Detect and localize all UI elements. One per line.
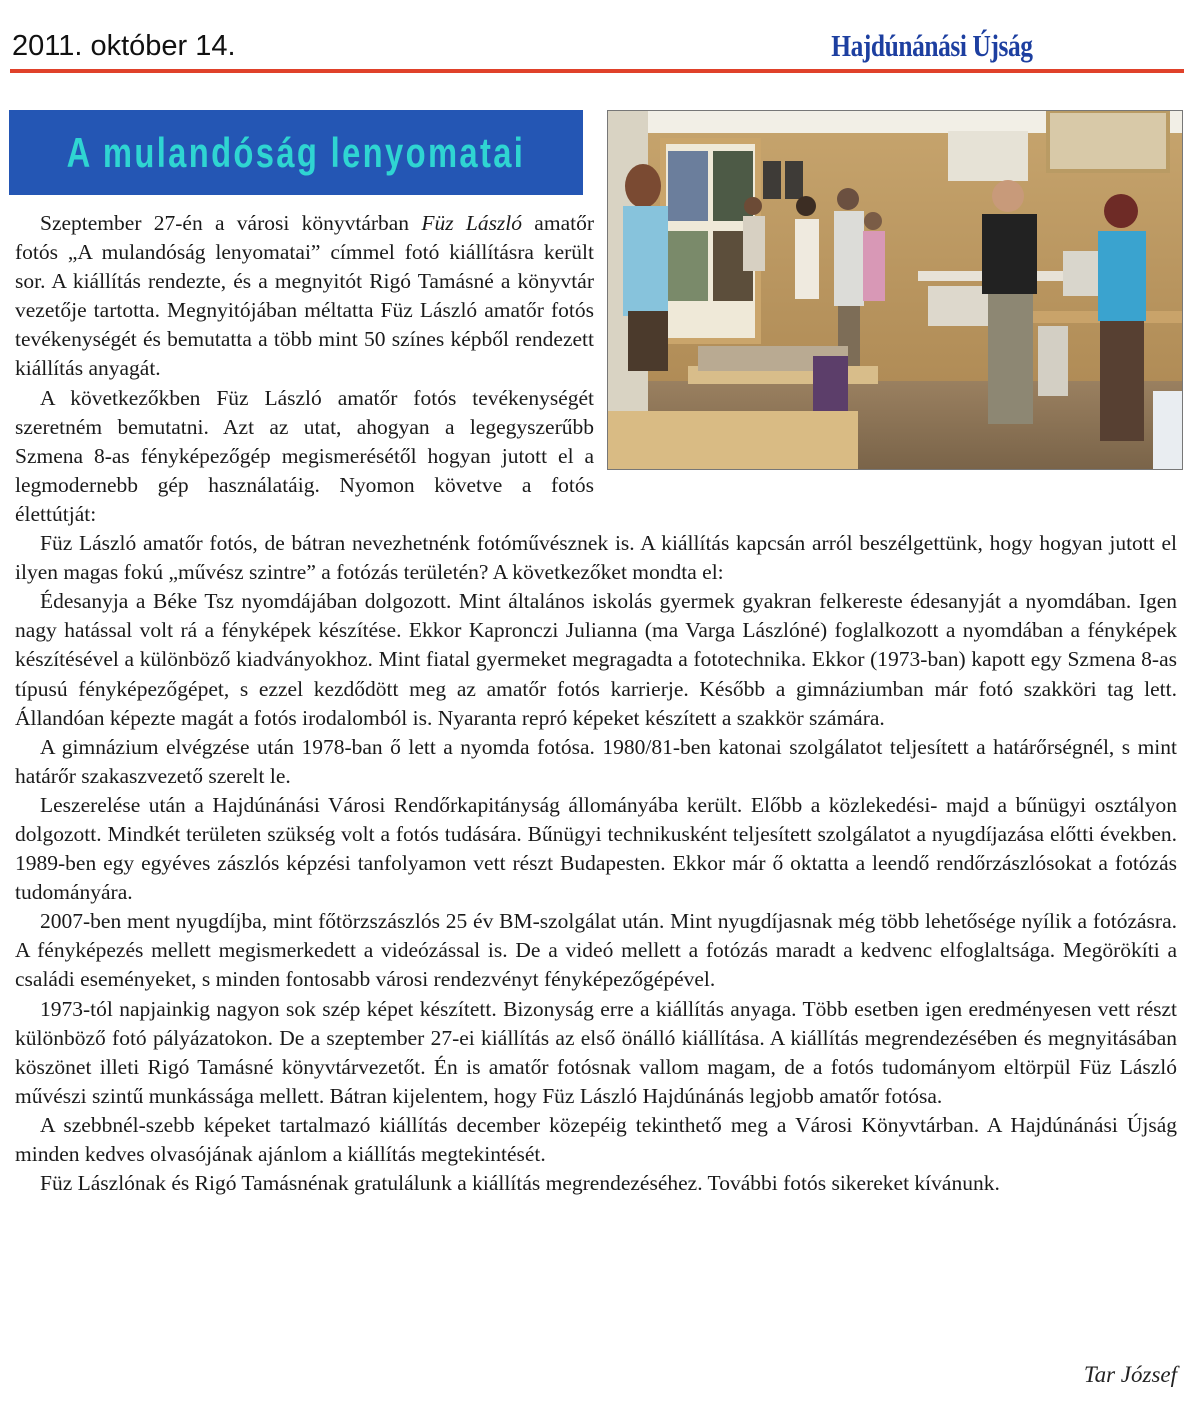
paragraph-1-start: Szeptember 27-én a városi könyvtárban — [40, 211, 422, 235]
issue-date: 2011. október 14. — [12, 30, 236, 62]
paragraph-2: A következőkben Füz László amatőr fotós tevékenységét szeretném bemutatni. Azt az utat, ahogyan a legegyszerűbb Szmena 8-as fényképezőgép megismerésétől hogyan jutott el a legmodernebb gép használatáig. Nyomon követve a fotós élettútját: — [15, 385, 594, 526]
paragraph-3: Füz László amatőr fotós, de bátran nevezhetnénk fotóművésznek is. A kiállítás kapcsán arról beszélgettünk, hogy hogyan jutott el ilyen magas fokú „művész szintre” a fotózás területén? A következőket mondta el: — [15, 531, 1177, 585]
paragraph-5: A gimnázium elvégzése után 1978-ban ő lett a nyomda fotósa. 1980/81-ben katonai szolgálatot teljesített a határőrségnél, s mint határőr szakaszvezető szerelt le. — [15, 734, 1177, 788]
author-signature: Tar József — [1083, 1362, 1177, 1387]
paragraph-9: A szebbnél-szebb képeket tartalmazó kiállítás december közepéig tekinthető meg a Városi Könyvtárban. A Hajdúnánási Újság minden kedves olvasójának ajánlom a kiállítás megtekintését. — [15, 1112, 1177, 1166]
paragraph-6: Leszerelése után a Hajdúnánási Városi Rendőrkapitányság állományába került. Előbb a közlekedési- majd a bűnügyi osztályon dolgozott. Mindkét területen szükség volt a fotós tudására. Bűnügyi technikusként teljesített szolgálatot a nyugdíjazása előtti években. 1989-ben egy egyéves zászlós képzési tanfolyamon vett részt Budapesten. Ekkor már ő oktatta a leendő rendőrzászlósokat a fotózás tudományára. — [15, 792, 1177, 905]
paragraph-1-rest: amatőr fotós „A mulandóság lenyomatai” címmel fotó kiállításra került sor. A kiállítás rendezte, és a megnyitót Rigó Tamásné a könyvtár vezetője tartotta. Megnyitójában méltatta Füz László amatőr fotós tevékenységét és bemutatta a több mint 50 színes képből rendezett kiállítás anyagát. — [15, 211, 594, 381]
paragraph-10: Füz Lászlónak és Rigó Tamásnénak gratulálunk a kiállítás megrendezéséhez. További fotós sikereket kívánunk. — [40, 1171, 1000, 1196]
photographer-name: Füz László — [421, 211, 523, 235]
header-divider — [10, 69, 1184, 73]
paragraph-8: 1973-tól napjainkig nagyon sok szép képet készített. Bizonyság erre a kiállítás anyaga. Több esetben igen eredményesen vett részt különböző fotó pályázatokon. De a szeptember 27-ei kiállítás az első önálló kiállítása. A kiállítás megrendezésében és megnyitásában köszönet illeti Rigó Tamásné könyvtárvezetőt. Én is amatőr fotósnak vallom magam, de a fotós tudományom eltörpül Füz László művészi szintű munkássága mellett. Bátran kijelentem, hogy Füz László Hajdúnánás legjobb amatőr fotósa. — [15, 996, 1177, 1108]
article-title-banner — [9, 110, 583, 195]
article-body — [15, 209, 1177, 1198]
newspaper-name: Hajdúnánási Újság — [831, 28, 1033, 63]
paragraph-4: Édesanyja a Béke Tsz nyomdájában dolgozott. Mint általános iskolás gyermek gyakran felkereste édesanyját a nyomdában. Igen nagy hatással volt rá a fényképek készítése. Ekkor Kapronczi Julianna (ma Varga Lászlóné) foglalkozott a nyomdában a fényképek készítésével a különböző kiadványokhoz. Mint fiatal gyermeket megragadta a fototechnika. Ekkor (1973-ban) kapott egy Szmena 8-as típusú fényképezőgépet, s ezzel kezdődött meg az amatőr fotós karrierje. Később a gimnáziumban már fotó szakköri tag lett. Állandóan képezte magát a fotós irodalomból is. Nyaranta repró képeket készített a szakkör számára. — [15, 589, 1177, 730]
paragraph-7: 2007-ben ment nyugdíjba, mint főtörzszászlós 25 év BM-szolgálat után. Mint nyugdíjasnak még több lehetősége nyílik a fotózásra. A fényképezés mellett megismerkedett a videózással is. De a videó mellett a fotózás maradt a kedvenc elfoglaltsága. Megörökíti a családi eseményeket, s minden fontosabb városi rendezvényt fényképezőgépével. — [15, 909, 1177, 992]
photo-wrap-spacer — [594, 209, 1177, 487]
article-title: A mulandóság lenyomatai — [66, 128, 526, 176]
